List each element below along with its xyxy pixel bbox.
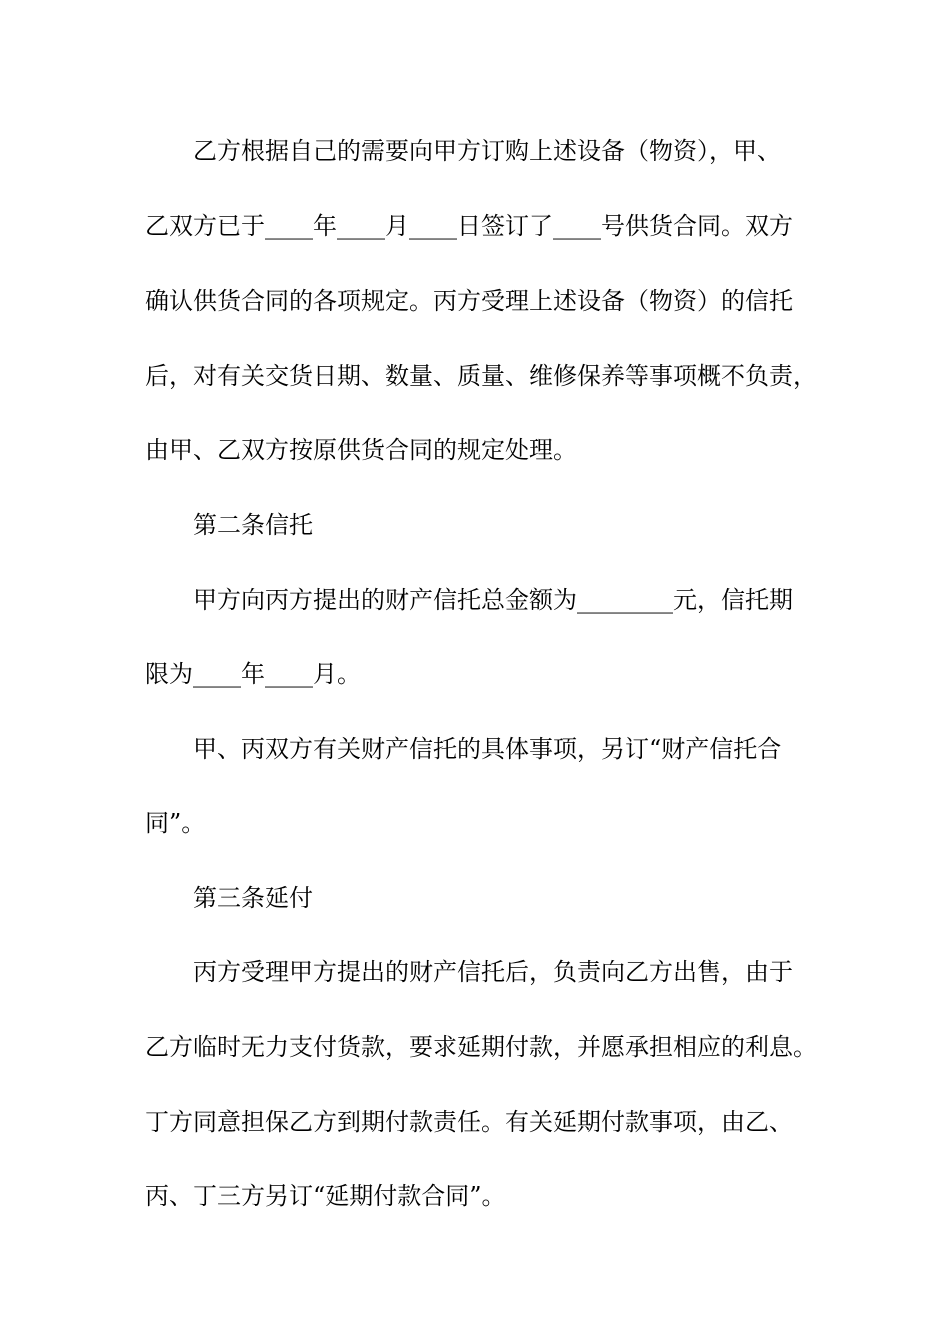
paragraph-line: 丙、丁三方另订“延期付款合同”。 <box>145 1182 506 1210</box>
paragraph-line: 丙方受理甲方提出的财产信托后，负责向乙方出售，由于 <box>193 958 793 986</box>
paragraph-line: 同”。 <box>145 809 206 837</box>
paragraph-line: 限为____年____月。 <box>145 660 361 688</box>
section-heading: 第三条延付 <box>193 884 313 912</box>
paragraph-line: 乙方临时无力支付货款，要求延期付款，并愿承担相应的利息。 <box>145 1033 817 1061</box>
paragraph-line: 后，对有关交货日期、数量、质量、维修保养等事项概不负责， <box>145 362 817 390</box>
paragraph-line: 乙双方已于____年____月____日签订了____号供货合同。双方 <box>145 212 793 240</box>
paragraph-line: 由甲、乙双方按原供货合同的规定处理。 <box>145 436 577 464</box>
section-heading: 第二条信托 <box>193 511 313 539</box>
paragraph-line: 确认供货合同的各项规定。丙方受理上述设备（物资）的信托 <box>145 287 793 315</box>
paragraph-line: 甲、丙双方有关财产信托的具体事项，另订“财产信托合 <box>193 735 782 763</box>
paragraph-line: 丁方同意担保乙方到期付款责任。有关延期付款事项，由乙、 <box>145 1108 793 1136</box>
paragraph-line: 甲方向丙方提出的财产信托总金额为________元，信托期 <box>193 586 793 614</box>
paragraph-line: 乙方根据自己的需要向甲方订购上述设备（物资），甲、 <box>193 137 781 165</box>
